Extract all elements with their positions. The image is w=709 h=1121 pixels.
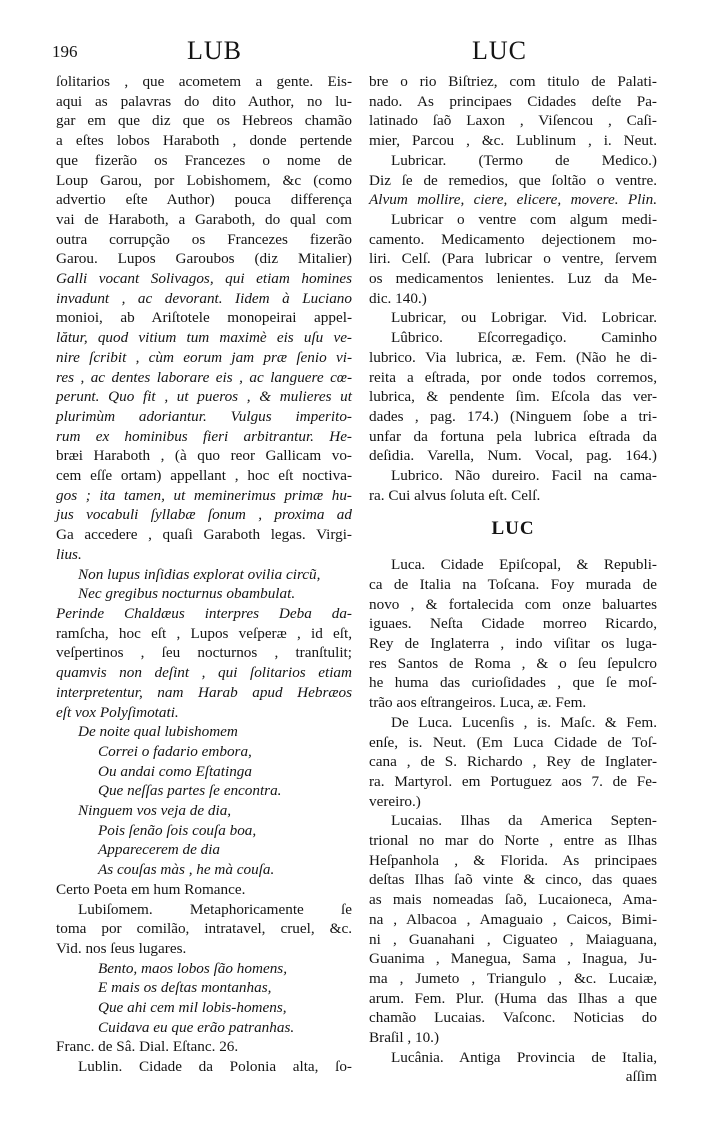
text-line: Ga accedere , quaſi Garaboth legas. Virgi- — [56, 526, 352, 544]
text-line: ramſcha, hoc eſt , Lupos veſperæ , id eſt, — [56, 624, 352, 642]
text-line: Pois ſenão ſois couſa boa, — [98, 821, 257, 839]
text-line: Loup Garou, por Lobishomem, &c (como — [56, 171, 352, 189]
text-line: E mais os deſtas montanhas, — [98, 979, 272, 997]
text-line: Alvum mollire, ciere, elicere, movere. Plin. — [369, 191, 657, 209]
text-line: De noite qual lubishomem — [78, 723, 238, 741]
text-line: invadunt , ac devorant. Iidem à Luciano — [56, 289, 352, 307]
text-line: ra. Cui alvus ſoluta eſt. Celſ. — [369, 486, 541, 504]
text-line: Lucaias. Ilhas da America Septen- — [391, 812, 657, 830]
text-line: lius. — [56, 545, 82, 563]
text-line: Braſil , 10.) — [369, 1029, 440, 1047]
text-line: ra. Martyrol. em Portuguez aos 7. de Fe- — [369, 772, 657, 790]
running-head-right: LUC — [472, 36, 527, 65]
text-line: reita a eſtrada, por onde todos corremos, — [369, 368, 657, 386]
text-line: toma por comilão, intratavel, cruel, &c. — [56, 920, 352, 938]
text-line: latinado ſaõ Laxon , Viſencou , Caſi- — [369, 112, 657, 130]
section-heading: LUC — [491, 518, 535, 540]
text-line: lubrico. Via lubrica, æ. Fem. (Não he di- — [369, 348, 657, 366]
text-line: vereiro.) — [369, 792, 421, 810]
text-line: Bento, maos lobos ſão homens, — [98, 959, 287, 977]
text-line: ma , Jumeto , Triangulo , &c. Lucaiæ, — [369, 969, 657, 987]
text-line: Lubiſomem. Metaphoricamente ſe — [78, 900, 352, 918]
text-line: Heſpanhola , & Florida. As principaes — [369, 851, 657, 869]
text-line: mier, Parcou , &c. Lublinum , i. Neut. — [369, 132, 657, 150]
text-line: cana , de S. Richardo , Rey de Inglater- — [369, 753, 657, 771]
text-line: Que neſſas partes ſe encontra. — [98, 782, 282, 800]
text-line: Ninguem vos veja de dia, — [78, 802, 232, 820]
text-line: Correi o fadario embora, — [98, 742, 252, 760]
text-line: unfar da fortuna pela lubrica eſtrada da — [369, 427, 657, 445]
text-line: Que ahi cem mil lobis-homens, — [98, 999, 287, 1017]
text-line: ca de Italia na Toſcana. Foy murada de — [369, 575, 657, 593]
text-line: Certo Poeta em hum Romance. — [56, 880, 246, 898]
text-line: enſe, is. Neut. (Em Luca Cidade de Toſ- — [369, 733, 657, 751]
text-line: aſſim — [625, 1068, 657, 1086]
text-line: cem eſſe ortam) appellant , hoc eſt noctiva- — [56, 467, 352, 485]
text-line: Nec gregibus nocturnus obambulat. — [78, 585, 296, 603]
text-line: ni , Guanahani , Ciguateo , Maiaguana, — [369, 930, 657, 948]
text-line: dic. 140.) — [369, 289, 427, 307]
text-line: gar em que diz que os Hebreos chamão — [56, 112, 352, 130]
text-line: plurimùm adoriantur. Vulgus imperito- — [56, 407, 352, 425]
text-line: nado. As principaes Cidades deſte Pa- — [369, 92, 657, 110]
running-head-left: LUB — [187, 36, 242, 65]
text-line: advertio eſte Author) pouca differença — [56, 191, 352, 209]
text-line: outra corrupção os Francezes fizerão — [56, 230, 352, 248]
text-line: deſidia. Varella, Num. Vocal, pag. 164.) — [369, 447, 657, 465]
text-line: jus vocabuli ſyllabæ ſonum , proxima ad — [56, 506, 352, 524]
text-line: rum ex hominibus fieri arbitrantur. He- — [56, 427, 352, 445]
text-line: Diz ſe de remedios, que ſoltão o ventre. — [369, 171, 657, 189]
text-line: na , Albacoa , Amaguaio , Caicos, Bimi- — [369, 910, 657, 928]
text-line: trão aos eſtrangeiros. Luca, æ. Fem. — [369, 694, 587, 712]
text-line: as mais nomeadas ſaõ, Lucaioneca, Ama- — [369, 891, 657, 909]
text-line: res Santos de Roma , & o ſeu ſepulcro — [369, 654, 657, 672]
text-line: Galli vocant Solivagos, qui etiam homines — [56, 270, 352, 288]
text-line: eſt vox Polyſimotati. — [56, 703, 179, 721]
text-line: Lucânia. Antiga Provincia de Italia, — [391, 1048, 657, 1066]
text-line: arum. Fem. Plur. (Huma das Ilhas a que — [369, 989, 657, 1007]
text-line: ſolitarios , que acometem a gente. Eis- — [56, 73, 352, 90]
text-line: Apparecerem de dia — [98, 841, 221, 859]
text-line: Vid. nos ſeus lugares. — [56, 939, 187, 957]
text-line: Franc. de Sâ. Dial. Eſtanc. 26. — [56, 1038, 239, 1056]
text-line: iguaes. Neſta Cidade morreo Ricardo, — [369, 615, 657, 633]
text-line: Rey de Inglaterra , indo viſitar os luga- — [369, 634, 657, 652]
page-number: 196 — [52, 42, 78, 61]
text-line: dades , pag. 174.) (Ninguem ſobe a tri- — [369, 407, 657, 425]
text-line: que fizerão os Francezes o nome de — [56, 151, 352, 169]
text-line: deſtas Ilhas ſaõ vinte & cinco, das quaes — [369, 871, 657, 889]
text-line: veſpertinos , ſeu nocturnos , tranſtulit; — [56, 644, 352, 662]
text-line: Non lupus inſidias explorat ovilia circũ, — [78, 565, 321, 583]
text-line: a eſtes lobos Haraboth , donde pertende — [56, 132, 352, 150]
text-line: monioi, ab Ariſtotele monopeirai appel- — [56, 309, 352, 327]
text-line: Lubricar o ventre com algum medi- — [391, 210, 657, 228]
page-header — [52, 36, 659, 66]
text-line: gos ; ita tamen, ut meminerimus primæ hu- — [56, 486, 352, 504]
text-line: vai de Haraboth, a Garaboth, do qual com — [56, 210, 352, 228]
text-line: liri. Celſ. (Para lubricar o ventre, ſervem — [369, 250, 657, 268]
text-line: Lublin. Cidade da Polonia alta, ſo- — [78, 1058, 352, 1076]
text-line: camento. Medicamento dejectionem mo- — [369, 230, 657, 248]
text-line: trional no mar do Norte , entre as Ilhas — [369, 832, 657, 850]
text-line: res , ac dentes laborare eis , ac languere cœ- — [56, 368, 352, 386]
text-line: interpretentur, nam Harab apud Hebræos — [56, 683, 352, 701]
text-line: perunt. Quo fit , ut pueros , & mulieres ut — [56, 388, 352, 406]
text-line: Guanima , Manegua, Sama , Inagua, Ju- — [369, 950, 657, 968]
text-line: he huma das curioſidades , que ſe moſ- — [369, 674, 657, 692]
text-line: Perinde Chaldæus interpres Deba da- — [56, 604, 352, 622]
text-line: De Luca. Lucenſis , is. Maſc. & Fem. — [391, 713, 657, 731]
text-line: Luca. Cidade Epiſcopal, & Republi- — [391, 556, 657, 574]
text-line: nire ſcribit , cùm eorum jam præ ſenio vi- — [56, 348, 352, 366]
right-column-top — [369, 72, 657, 505]
text-line: os medicamentos lenientes. Luz da Me- — [369, 270, 657, 288]
text-line: aqui as palavras do dito Author, no lu- — [56, 92, 352, 110]
text-line: bræi Haraboth , (à quo reor Gallicam vo- — [56, 447, 352, 465]
right-column-bottom — [369, 555, 657, 1087]
text-line: bre o rio Biſtriez, com titulo de Palati- — [369, 73, 657, 90]
text-line: lubrica, & pendente ſim. Eſcola das ver- — [369, 388, 657, 406]
text-line: As couſas màs , he mà couſa. — [98, 861, 275, 879]
text-line: Garou. Lupos Garoubos (diz Mitalier) — [56, 250, 352, 268]
left-column — [56, 72, 352, 1077]
text-line: lătur, quod vitium tum maximè eis uſu ve- — [56, 329, 352, 347]
text-line: Lubrico. Não dureiro. Facil na cama- — [391, 467, 657, 485]
right-column — [369, 72, 657, 1087]
text-line: Lubricar. (Termo de Medico.) — [391, 151, 657, 169]
text-line: Cuidava eu que erão patranhas. — [98, 1018, 295, 1036]
text-line: Lûbrico. Eſcorregadiço. Caminho — [391, 329, 657, 347]
text-line: Lubricar, ou Lobrigar. Vid. Lobricar. — [391, 309, 657, 327]
text-line: novo , & fortalecida com onze baluartes — [369, 595, 657, 613]
text-line: chamão Lucaias. Vaſconc. Noticias do — [369, 1009, 657, 1027]
text-line: quamvis non deſint , qui ſolitarios etiam — [56, 664, 352, 682]
text-line: Ou andai como Eſtatinga — [98, 762, 252, 780]
